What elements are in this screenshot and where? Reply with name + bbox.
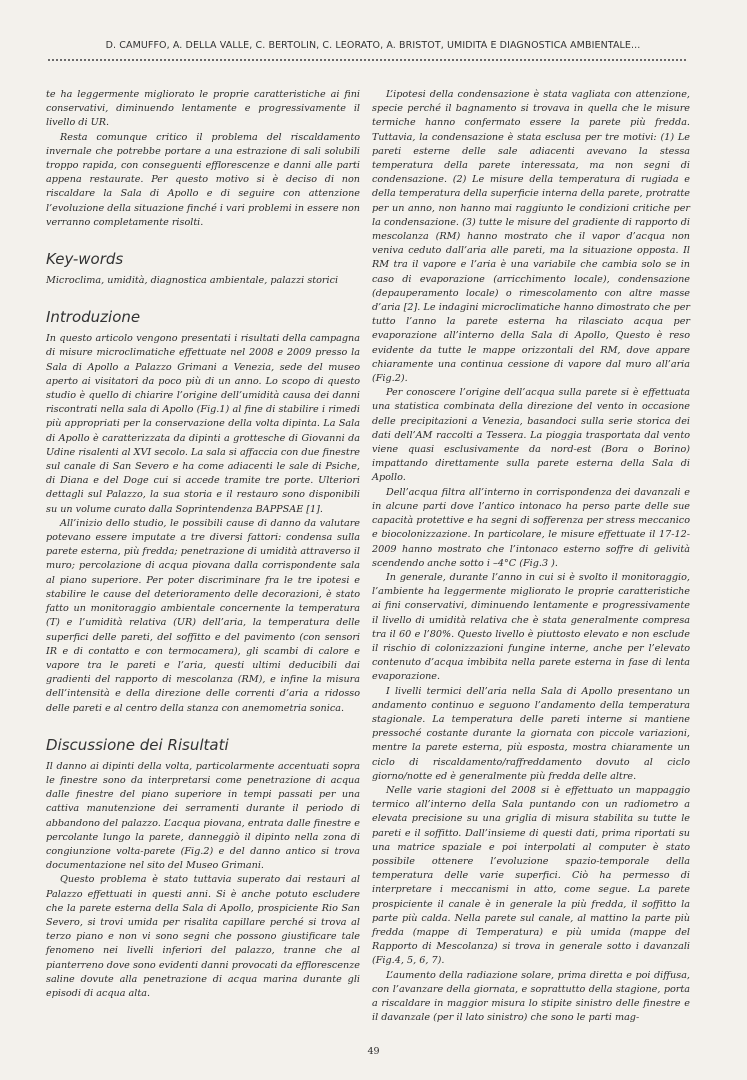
discussion-heading: Discussione dei Risultati (46, 735, 229, 754)
paragraph-solar-radiation: L’aumento della radiazione solare, prima diretta e poi diffusa, con l’avanzare della giornata, e soprattutto della stagione, porta a riscaldare in maggior misura lo stipite sinistro delle finestre e il davanzale (per il lato sinistro) che sono le parti mag- (372, 969, 690, 1024)
introduction-heading: Introduzione (46, 308, 141, 327)
paragraph-condensation: L’ipotesi della condensazione è stata vagliata con attenzione, specie perché il bagnamento si trovava in quella che le misure termiche hanno confermato essere la parete più fredda. Tuttavia, la condensazione è stata esclusa per tre motivi: (1) Le pareti esterne delle sale adiacenti avevano la stessa temperatura della parete interessata, ma non segni di condensazione. (2) Le misure della temperatura di rugiada e della temperatura della superficie interna della parete, protratte per un anno, non hanno mai raggiunto le condizioni critiche per la condensazione. (3) tutte le misure del gradiente di rapporto di mescolanza (RM) hanno mostrato che il vapor d’acqua non veniva ceduto dall’aria alle pareti, ma la situazione opposta. Il RM tra il vapore e l’aria è una variabile che cambia solo se in caso di evaporazione (arricchimento locale), condensazione (depauperamento locale) o rimescolamento con altre masse d’aria [2]. Le indagini microclimatiche hanno dimostrato che per tutto l’anno la parete esterna ha rilasciato acqua per evaporazione all’interno della Sala di Apollo, Questo è reso evidente da tutte le mappe orizzontali del RM, dove appare chiaramente una continua cessione di vapore dal muro all’aria (Fig.2). (372, 89, 690, 385)
running-head: D. CAMUFFO, A. DELLA VALLE, C. BERTOLIN, C. LEORATO, A. BRISTOT, UMIDITÀ E DIAGNOSTICA AMBIENTALE... (105, 40, 641, 51)
paragraph-abstract-end: te ha leggermente migliorato le proprie caratteristiche ai fini conservativi, diminuendo lentamente e progressivamente il livello di UR. (46, 89, 360, 129)
paragraph-discussion-1: Il danno ai dipinti della volta, particolarmente accentuati sopra le finestre sono da interpretarsi come penetrazione di acqua dalle finestre del piano superiore in tempi passati per una cattiva manutenzione dei serramenti durante il periodo di abbandono del palazzo. L’acqua piovana, entrata dalle finestre e percolante lungo la parete, danneggiò il dipinto nella zona di congiunzione volta-parete (Fig.2) e del danno antico si trova documentazione nel sito del Museo Grimani. (46, 760, 360, 872)
keywords-text: Microclima, umidità, diagnostica ambientale, palazzi storici (46, 275, 339, 287)
paragraph-intro-1: In questo articolo vengono presentati i risultati della campagna di misure microclimatiche effettuate nel 2008 e 2009 presso la Sala di Apollo a Palazzo Grimani a Venezia, sede del museo aperto ai visitatori da poco più di un anno. Lo scopo di questo studio è quello di chiarire l’origine dell’umidità causa dei danni riscontrati nella sala di Apollo (Fig.1) al fine di stabilire i rimedi più appropriati per la conservazione della volta dipinta. La Sala di Apollo è caratterizzata da dipinti a grottesche di Giovanni da Udine risalenti al XVI secolo. La sala si affaccia con due finestre sul canale di San Severo e ha come adiacenti le sale di Psiche, di Diana e del Doge cui si accede tramite tre porte. Ulteriori dettagli sul Palazzo, la sua storia e il restauro sono disponibili su un volume curato dalla Soprintendenza BAPPSAE [1]. (46, 333, 360, 515)
paragraph-thermal-levels: I livelli termici dell’aria nella Sala di Apollo presentano un andamento continuo e seguono l’andamento della temperatura stagionale. La temperatura delle pareti interne si mantiene pressoché costante durante la giornata con piccole variazioni, mentre la parete esterna, più esposta, mostra chiaramente un ciclo di riscaldamento/raffreddamento dovuto al ciclo giorno/notte ed è generalmente più fredda delle altre. (372, 685, 690, 782)
paragraph-thermal-mapping: Nelle varie stagioni del 2008 si è effettuato un mappaggio termico all’interno della Sala puntando con un radiometro a elevata precisione su una griglia di misura stabilita su tutte le pareti e il soffitto. Dall’insieme di questi dati, prima riportati su una matrice spaziale e poi interpolati al computer è stato possibile ottenere l’evoluzione spazio-temporale della temperatura delle varie superfici. Ciò ha permesso di interpretare i meccanismi in atto, come segue. La parete prospiciente il canale è in generale la più fredda, il soffitto la parte più calda. Nella parete sul canale, al mattino la parte più fredda (mappe di Temperatura) e più umida (mappe del Rapporto di Mescolanza) si trova in generale sotto i davanzali (Fig.4, 5, 6, 7). (372, 784, 690, 967)
paragraph-intro-2: All’inizio dello studio, le possibili cause di danno da valutare potevano essere imputate a tre diversi fattori: condensa sulla parete esterna, più fredda; penetrazione di umidità attraverso il muro; percolazione di acqua piovana dalla corrispondente sala al piano superiore. Per poter discriminare fra le tre ipotesi e stabilire le cause del deterioramento delle decorazioni, è stato fatto un monitoraggio ambientale concernente la temperatura (T) e l’umidità relativa (UR) dell’aria, la temperatura delle superfici delle pareti, del soffitto e del pavimento (con sensori IR e di contatto e con termocamera), gli scambi di calore e vapore tra le pareti e l’aria, questi ultimi deducibili dai gradienti del rapporto di mescolanza (RM), e infine la misura dell’intensità e della direzione delle correnti d’aria a ridosso delle pareti e al centro della stanza con anemometria sonica. (46, 517, 360, 714)
paragraph-heating-problem: Resta comunque critico il problema del riscaldamento invernale che potrebbe portare a una estrazione di sali solubili troppo rapida, con conseguenti efflorescenze e danni alle parti appena restaurate. Per questo motivo si è deciso di non riscaldare la Sala di Apollo e di seguire con attenzione l’evoluzione della situazione finché i vari problemi in essere non verranno completamente risolti. (46, 131, 360, 228)
left-column (46, 88, 360, 1001)
header-dotted-rule (48, 59, 686, 61)
right-column (372, 88, 690, 1025)
paragraph-wind-statistics: Per conoscere l’origine dell’acqua sulla parete si è effettuata una statistica combinata della direzione del vento in occasione delle precipitazioni a Venezia, basandoci sulla serie storica dei dati dell’AM raccolti a Tessera. La pioggia trasportata dal vento viene quasi esclusivamente da nord-est (Bora o Borino) impattando direttamente sulla parete esterna della Sala di Apollo. (372, 387, 690, 484)
paragraph-water-infiltration: Dell’acqua filtra all’interno in corrispondenza dei davanzali e in alcune parti dove l’antico intonaco ha perso parte delle sue capacità protettive e ha segni di sofferenza per stress meccanico e biocolonizzazione. In particolare, le misure effettuate il 17-12-2009 hanno mostrato che l’intonaco esterno soffre di gelività scendendo anche sotto i –4°C (Fig.3 ). (372, 486, 690, 569)
paragraph-humidity-levels: In generale, durante l’anno in cui si è svolto il monitoraggio, l’ambiente ha leggermente migliorato le proprie caratteristiche ai fini conservativi, diminuendo lentamente e progressivamente il livello di umidità relativa che è stata generalmente compresa tra il 60 e l’80%. Questo livello è piuttosto elevato e non esclude il rischio di colonizzazioni fungine interne, anche per l’elevato contenuto d’acqua imbibita nella parete esterna in fase di lenta evaporazione. (372, 571, 690, 683)
page-number: 49 (367, 1046, 380, 1057)
paragraph-discussion-2: Questo problema è stato tuttavia superato dai restauri al Palazzo effettuati in questi anni. Si è anche potuto escludere che la parete esterna della Sala di Apollo, prospiciente Rio San Severo, si trovi umida per risalita capillare perché si trova al terzo piano e non vi sono segni che possono giustificare tale fenomeno nei livelli inferiori del palazzo, tranne che al pianterreno dove sono evidenti danni provocati da efflorescenze saline dovute alla penetrazione di acqua marina durante gli episodi di acqua alta. (46, 874, 360, 999)
keywords-heading: Key-words (46, 250, 124, 269)
